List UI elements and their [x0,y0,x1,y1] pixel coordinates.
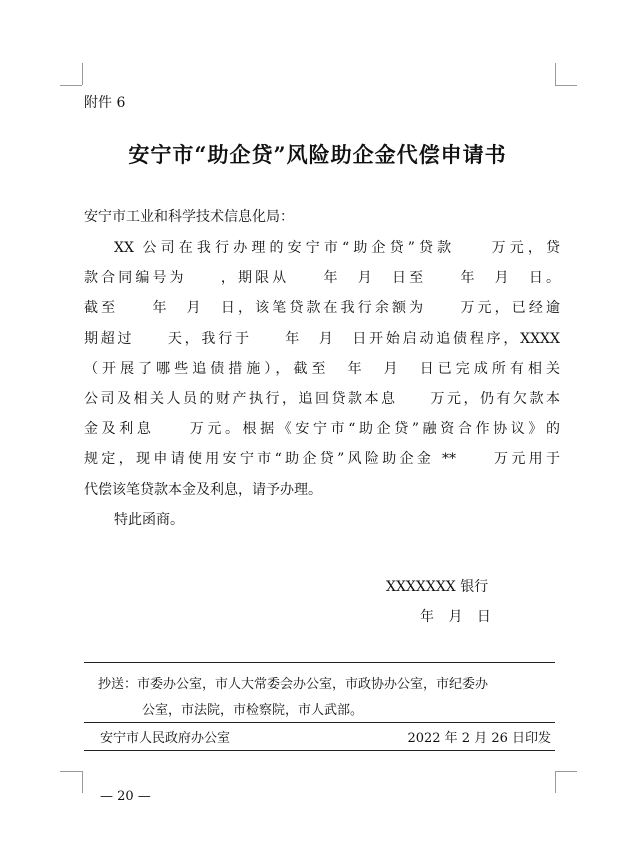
issuer: 安宁市人民政府办公室 [100,731,231,746]
crop-mark [60,771,82,772]
body-line: 期超过 天，我行于 年 月 日开始启动追债程序，XXXX [84,330,560,347]
recipient-line: 安宁市工业和科学技术信息化局： [84,209,294,225]
body-line: 截至 年 月 日，该笔贷款在我行余额为 万元，已经逾 [84,300,560,317]
body-line: XX 公司在我行办理的安宁市“助企贷”贷款 万元，贷 [114,240,560,256]
closing-line: 特此函商。 [114,511,184,528]
cc-first-line [98,672,553,698]
bottom-divider [84,750,555,751]
body-paragraph [84,233,560,535]
middle-divider [84,722,555,723]
body-line: 款合同编号为 ，期限从 年 月 日至 年 月 日。 [84,270,560,287]
signature-bank: XXXXXXX 银行 [386,579,489,595]
cc-block [98,672,553,724]
cc-recipients-1: 市委办公室，市人大常委会办公室，市政协办公室，市纪委办 [137,677,489,692]
top-divider [84,662,555,663]
crop-mark [82,63,83,85]
crop-mark [555,85,577,86]
attachment-label: 附件 6 [84,95,126,111]
crop-mark [555,771,556,793]
issue-date: 2022 年 2 月 26 日印发 [407,731,551,746]
crop-mark [555,771,577,772]
cc-label: 抄送： [98,677,138,692]
page-number: — 20 — [100,789,151,804]
body-line: （开展了哪些追债措施），截至 年 月 日已完成所有相关 [84,360,560,377]
body-line: 金及利息 万元。根据《安宁市“助企贷”融资合作协议》的 [84,421,560,438]
signature-date: 年 月 日 [420,609,491,625]
body-line: 规定，现申请使用安宁市“助企贷”风险助企金 ** 万元用于 [84,451,560,468]
cc-recipients-2: 公室，市法院，市检察院，市人武部。 [142,703,364,718]
document-title: 安宁市“助企贷”风险助企金代偿申请书 [128,142,507,167]
crop-mark [555,63,556,85]
body-line: 公司及相关人员的财产执行，追回贷款本息 万元，仍有欠款本 [84,390,560,407]
body-line: 代偿该笔贷款本金及利息，请予办理。 [84,481,322,498]
crop-mark [60,85,82,86]
crop-mark [82,771,83,793]
